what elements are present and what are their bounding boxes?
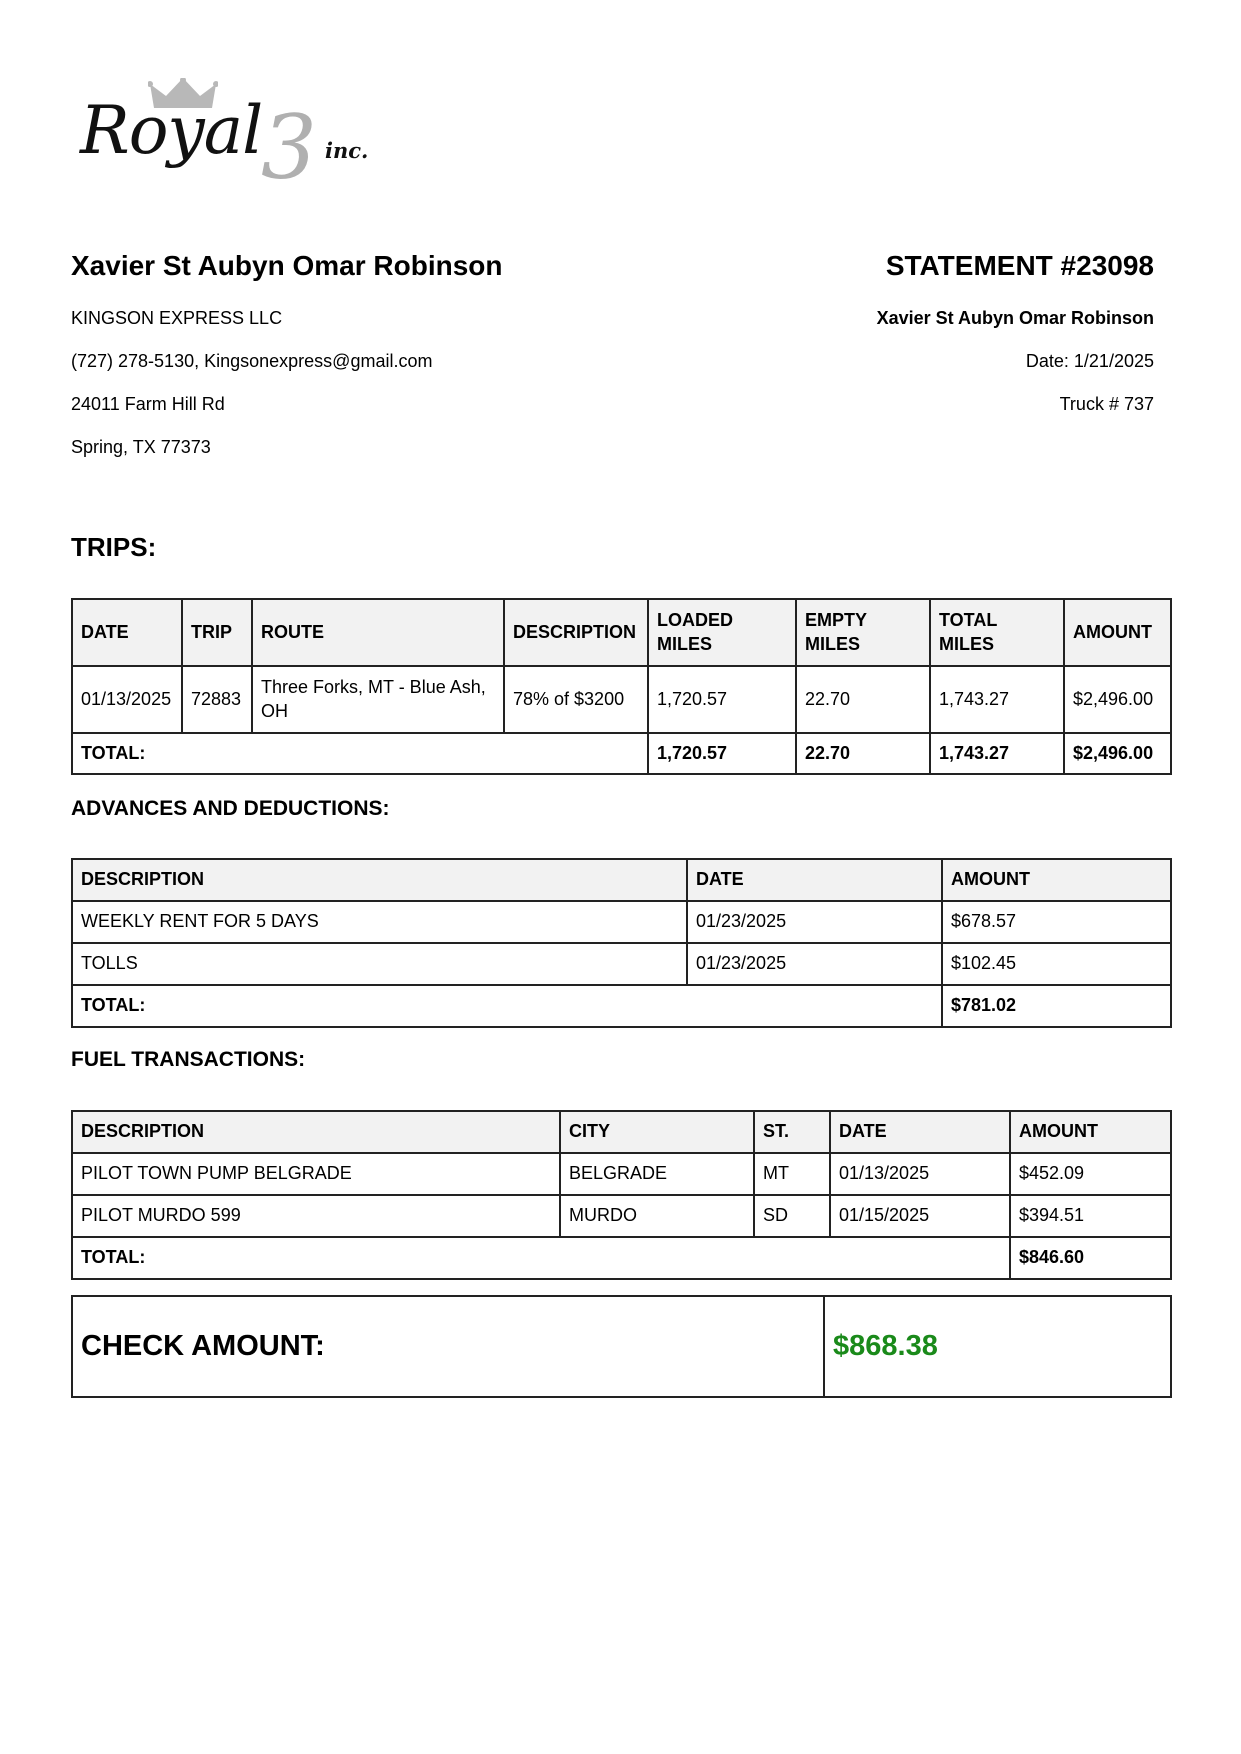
- trip-date: 01/13/2025: [72, 666, 182, 733]
- trips-total-loaded: 1,720.57: [648, 733, 796, 774]
- trip-total-miles: 1,743.27: [930, 666, 1064, 733]
- statement-date: Date: 1/21/2025: [1025, 351, 1154, 371]
- table-row: [72, 901, 1171, 943]
- col-header-amount: AMOUNT: [942, 859, 1171, 901]
- col-header-date: DATE: [687, 859, 942, 901]
- driver-address-line2: Spring, TX 77373: [71, 437, 211, 457]
- advance-description: WEEKLY RENT FOR 5 DAYS: [72, 901, 687, 943]
- statement-driver-name: Xavier St Aubyn Omar Robinson: [876, 308, 1154, 328]
- advances-total-row: [72, 985, 1171, 1027]
- col-header-amount: AMOUNT: [1010, 1111, 1171, 1153]
- driver-name-heading: Xavier St Aubyn Omar Robinson: [71, 250, 503, 281]
- advance-date: 01/23/2025: [687, 943, 942, 985]
- logo-numeral: 3: [261, 96, 317, 199]
- advances-total-amount: $781.02: [942, 985, 1171, 1027]
- statement-title: STATEMENT #23098: [885, 250, 1154, 281]
- col-header-empty-miles: EMPTY MILES: [796, 599, 930, 666]
- logo-wordmark: Royal: [80, 92, 263, 169]
- trip-number: 72883: [182, 666, 252, 733]
- fuel-section-title: FUEL TRANSACTIONS:: [71, 1048, 306, 1071]
- col-header-city: CITY: [560, 1111, 754, 1153]
- trips-total-miles: 1,743.27: [930, 733, 1064, 774]
- col-header-trip: TRIP: [182, 599, 252, 666]
- col-header-route: ROUTE: [252, 599, 504, 666]
- table-row: [72, 1153, 1171, 1195]
- trips-total-amount: $2,496.00: [1064, 733, 1171, 774]
- trips-section-title: TRIPS:: [71, 532, 157, 562]
- trip-route: Three Forks, MT - Blue Ash, OH: [252, 666, 504, 733]
- trip-description: 78% of $3200: [504, 666, 648, 733]
- col-header-date: DATE: [830, 1111, 1010, 1153]
- logo-inc: inc.: [325, 138, 369, 163]
- check-row: [72, 1296, 1171, 1397]
- table-row: [72, 666, 1171, 733]
- trips-header-row: [72, 599, 1171, 666]
- table-row: [72, 1195, 1171, 1237]
- fuel-amount: $394.51: [1010, 1195, 1171, 1237]
- trips-total-label: TOTAL:: [72, 733, 648, 774]
- col-header-description: DESCRIPTION: [72, 859, 687, 901]
- check-amount-box: [71, 1295, 1172, 1398]
- fuel-state: SD: [754, 1195, 830, 1237]
- advances-total-label: TOTAL:: [72, 985, 942, 1027]
- fuel-description: PILOT MURDO 599: [72, 1195, 560, 1237]
- fuel-total-row: [72, 1237, 1171, 1279]
- advances-section-title: ADVANCES AND DEDUCTIONS:: [71, 797, 390, 820]
- table-row: [72, 943, 1171, 985]
- trips-total-row: [72, 733, 1171, 774]
- advances-table: [71, 858, 1172, 1028]
- col-header-description: DESCRIPTION: [72, 1111, 560, 1153]
- col-header-state: ST.: [754, 1111, 830, 1153]
- fuel-state: MT: [754, 1153, 830, 1195]
- trip-amount: $2,496.00: [1064, 666, 1171, 733]
- fuel-table: [71, 1110, 1172, 1280]
- driver-company: KINGSON EXPRESS LLC: [71, 308, 283, 328]
- advance-amount: $102.45: [942, 943, 1171, 985]
- company-logo: [78, 78, 378, 199]
- fuel-city: MURDO: [560, 1195, 754, 1237]
- col-header-amount: AMOUNT: [1064, 599, 1171, 666]
- fuel-total-label: TOTAL:: [72, 1237, 1010, 1279]
- fuel-description: PILOT TOWN PUMP BELGRADE: [72, 1153, 560, 1195]
- driver-contact: (727) 278-5130, Kingsonexpress@gmail.com: [71, 351, 433, 371]
- trip-loaded-miles: 1,720.57: [648, 666, 796, 733]
- advances-header-row: [72, 859, 1171, 901]
- fuel-city: BELGRADE: [560, 1153, 754, 1195]
- trips-total-empty: 22.70: [796, 733, 930, 774]
- col-header-total-miles: TOTAL MILES: [930, 599, 1064, 666]
- check-amount-label: CHECK AMOUNT:: [72, 1296, 824, 1397]
- fuel-amount: $452.09: [1010, 1153, 1171, 1195]
- driver-address-line1: 24011 Farm Hill Rd: [71, 394, 225, 414]
- fuel-date: 01/15/2025: [830, 1195, 1010, 1237]
- advance-amount: $678.57: [942, 901, 1171, 943]
- col-header-date: DATE: [72, 599, 182, 666]
- trips-table: [71, 598, 1172, 775]
- statement-truck: Truck # 737: [1059, 394, 1154, 414]
- advance-description: TOLLS: [72, 943, 687, 985]
- col-header-loaded-miles: LOADED MILES: [648, 599, 796, 666]
- check-amount-value: $868.38: [824, 1296, 1171, 1397]
- advance-date: 01/23/2025: [687, 901, 942, 943]
- fuel-total-amount: $846.60: [1010, 1237, 1171, 1279]
- col-header-description: DESCRIPTION: [504, 599, 648, 666]
- fuel-date: 01/13/2025: [830, 1153, 1010, 1195]
- trip-empty-miles: 22.70: [796, 666, 930, 733]
- fuel-header-row: [72, 1111, 1171, 1153]
